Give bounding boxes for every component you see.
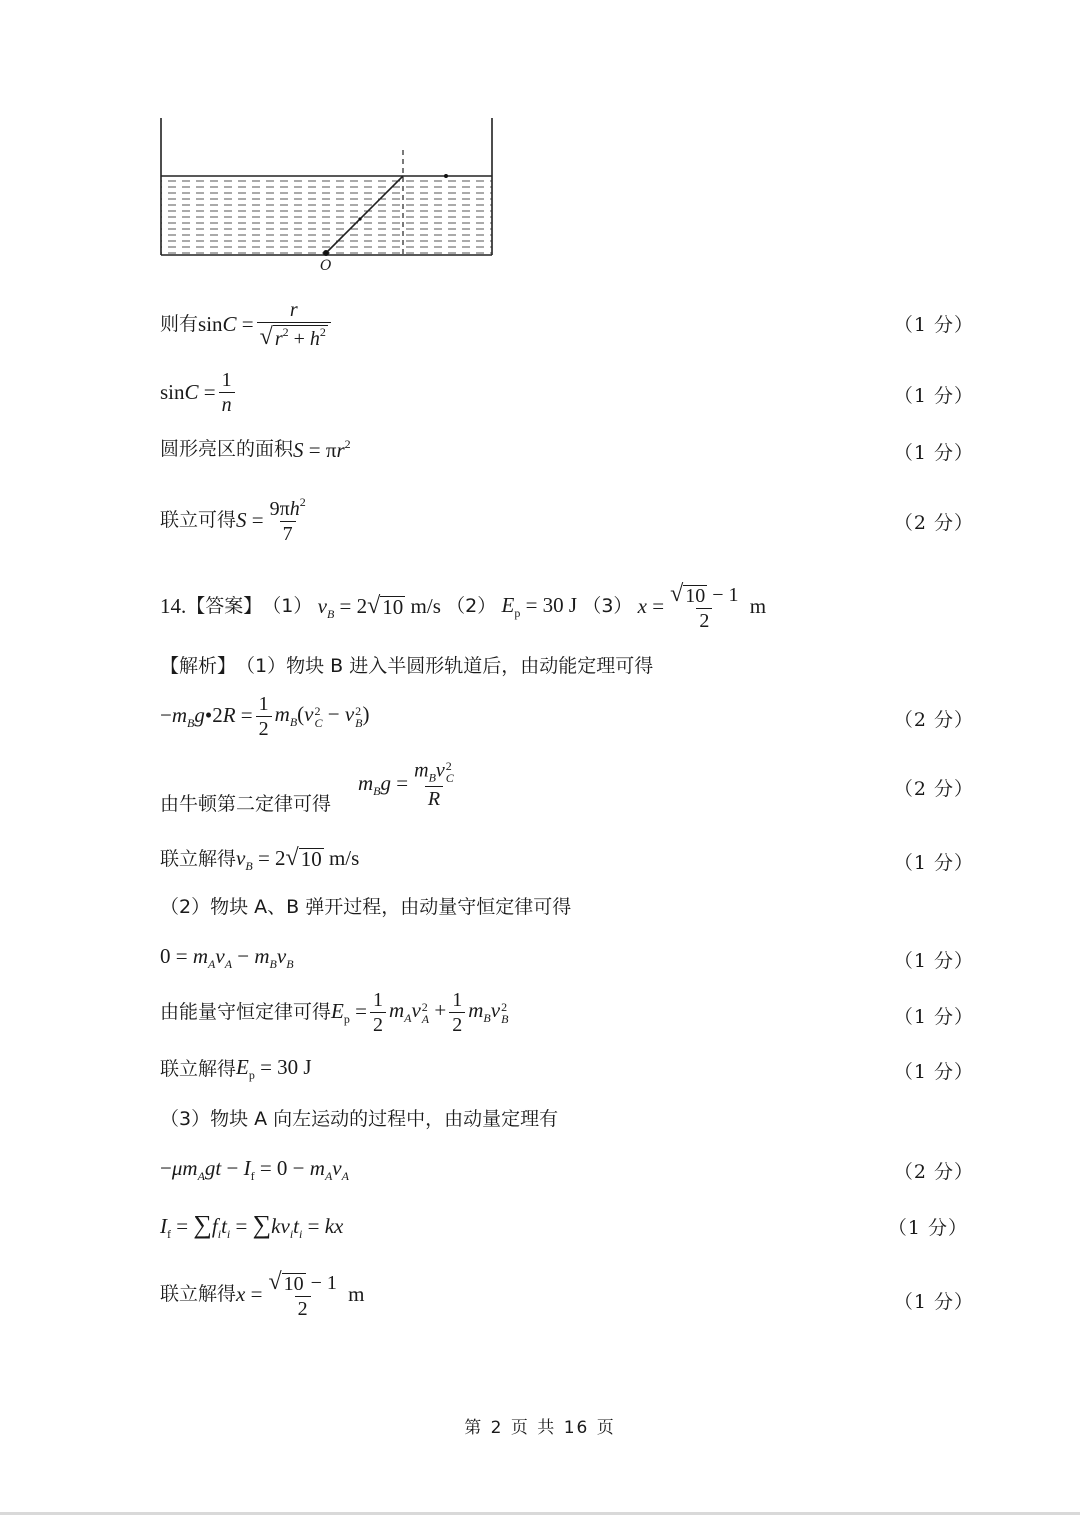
- score-label: （1 分）: [893, 314, 974, 336]
- line-text: 联立可得: [160, 508, 237, 531]
- math-expression: $E_p = 30$ J: [236, 1055, 312, 1082]
- line-text: 联立解得: [160, 1057, 237, 1080]
- ray-midpoint-dot: [358, 217, 361, 220]
- analysis-tag: 【解析】: [160, 655, 237, 677]
- part2-intro-line: [160, 898, 571, 917]
- score-label: （1 分）: [887, 1217, 968, 1239]
- math-expression: $E_p$ =: [331, 998, 367, 1026]
- origin-label: O: [320, 258, 332, 274]
- part-label: （1）: [262, 595, 313, 617]
- score-label: （2 分）: [893, 1161, 974, 1183]
- score-label: （1 分）: [893, 442, 974, 464]
- score-label: （2 分）: [893, 778, 974, 800]
- answer-tag: 【答案】: [186, 595, 263, 617]
- page-footer: 第 2 页 共 16 页: [464, 1418, 616, 1438]
- math-expression: $0 = m_Av_A - m_Bv_B$: [160, 944, 294, 971]
- analysis-intro-line: [160, 657, 653, 676]
- score-label: （1 分）: [893, 950, 974, 972]
- unit: m: [342, 1282, 365, 1306]
- line-x-result: [160, 1270, 364, 1319]
- fraction: $\frac{1}{n}$: [219, 370, 235, 415]
- q14-answer-line: [160, 582, 766, 631]
- line-text: （2）物块 A、B 弹开过程，由动量守恒定律可得: [160, 896, 572, 918]
- math-expression: $E_p = 30$ J: [501, 592, 583, 620]
- fraction: √ 10 − 1 2: [670, 581, 739, 632]
- fraction: $m_Bv$ 2 C R: [414, 759, 454, 810]
- math-expression: $S = \pi r^2$: [293, 437, 351, 462]
- math-expression: x =: [637, 594, 665, 618]
- line-newton-label: [160, 795, 331, 814]
- line-sinC-formula: [160, 300, 334, 349]
- fraction: $\frac{1}{2}$: [449, 990, 465, 1035]
- surface-dot: [444, 174, 448, 178]
- math-expression: sinC =: [160, 380, 216, 404]
- line-area-result: [160, 496, 312, 544]
- fraction: $\frac{9\pi h^2}{7}$: [269, 495, 306, 545]
- part3-intro-line: [160, 1110, 558, 1129]
- fraction: r √ $r^2 + h^2$: [257, 300, 331, 349]
- score-label: （1 分）: [893, 1291, 974, 1313]
- part-label: （2）: [446, 595, 497, 617]
- math-expression: x =: [236, 1282, 263, 1306]
- line-text: 联立解得: [160, 1283, 237, 1305]
- score-label: （1 分）: [893, 385, 974, 407]
- light-source-point: [323, 250, 329, 256]
- line-friction-impulse: [160, 1212, 343, 1240]
- line-momentum: [160, 946, 294, 970]
- line-text: （1）物块 B 进入半圆形轨道后，由动能定理可得: [236, 655, 654, 677]
- fraction: $\frac{1}{2}$: [256, 694, 272, 739]
- line-sinC-n: [160, 370, 238, 415]
- math-expression: $m_Bv$ 2 B: [468, 998, 509, 1026]
- math-expression: $-\mu m_Agt - I_f = 0 - m_Av_A$: [160, 1156, 349, 1183]
- math-expression: $v_B = 2$ √ 10 m/s: [317, 592, 447, 621]
- score-label: （1 分）: [893, 1006, 974, 1028]
- part-label: （3）: [582, 595, 633, 617]
- fraction: √ 10 − 1 2: [268, 1269, 337, 1320]
- line-text: 联立解得: [160, 847, 237, 870]
- math-expression: sinC =: [198, 312, 254, 336]
- line-energy-theorem: [160, 694, 370, 739]
- math-expression: $I_f = \sum f_it_i = \sum kv_it_i$ = kx: [160, 1210, 344, 1241]
- score-label: （2 分）: [893, 709, 974, 731]
- math-expression: S =: [236, 507, 264, 532]
- score-label: （2 分）: [893, 512, 974, 534]
- line-text: 由牛顿第二定律可得: [160, 793, 332, 815]
- unit: m: [744, 594, 767, 618]
- fraction: $\frac{1}{2}$: [370, 990, 386, 1035]
- math-expression: $-m_Bg•2R$ =: [160, 702, 253, 730]
- line-vB-result: [160, 846, 359, 872]
- line-energy-conservation: [160, 990, 508, 1035]
- bottom-edge-rule: [0, 1512, 1080, 1515]
- line-text: （3）物块 A 向左运动的过程中，由动量定理有: [160, 1108, 559, 1130]
- line-impulse-theorem: [160, 1158, 349, 1182]
- math-expression: $m_B(v$ 2 C − v 2 B ): [274, 702, 370, 730]
- line-text: 则有: [160, 313, 199, 335]
- line-Ep-result: [160, 1057, 312, 1081]
- score-label: （1 分）: [893, 852, 974, 874]
- line-text: 圆形亮区的面积: [160, 438, 294, 460]
- liquid-region: [161, 176, 492, 255]
- math-expression: $m_Av$ 2 A +: [388, 998, 447, 1026]
- line-newton-formula: [358, 760, 460, 809]
- math-expression: $m_Bg$ =: [358, 770, 409, 798]
- question-number: 14.: [160, 594, 187, 618]
- line-area-formula: [160, 438, 351, 461]
- math-expression: $v_B = 2$ √ 10 m/s: [236, 845, 360, 873]
- line-text: 由能量守恒定律可得: [160, 1001, 332, 1023]
- score-label: （1 分）: [893, 1061, 974, 1083]
